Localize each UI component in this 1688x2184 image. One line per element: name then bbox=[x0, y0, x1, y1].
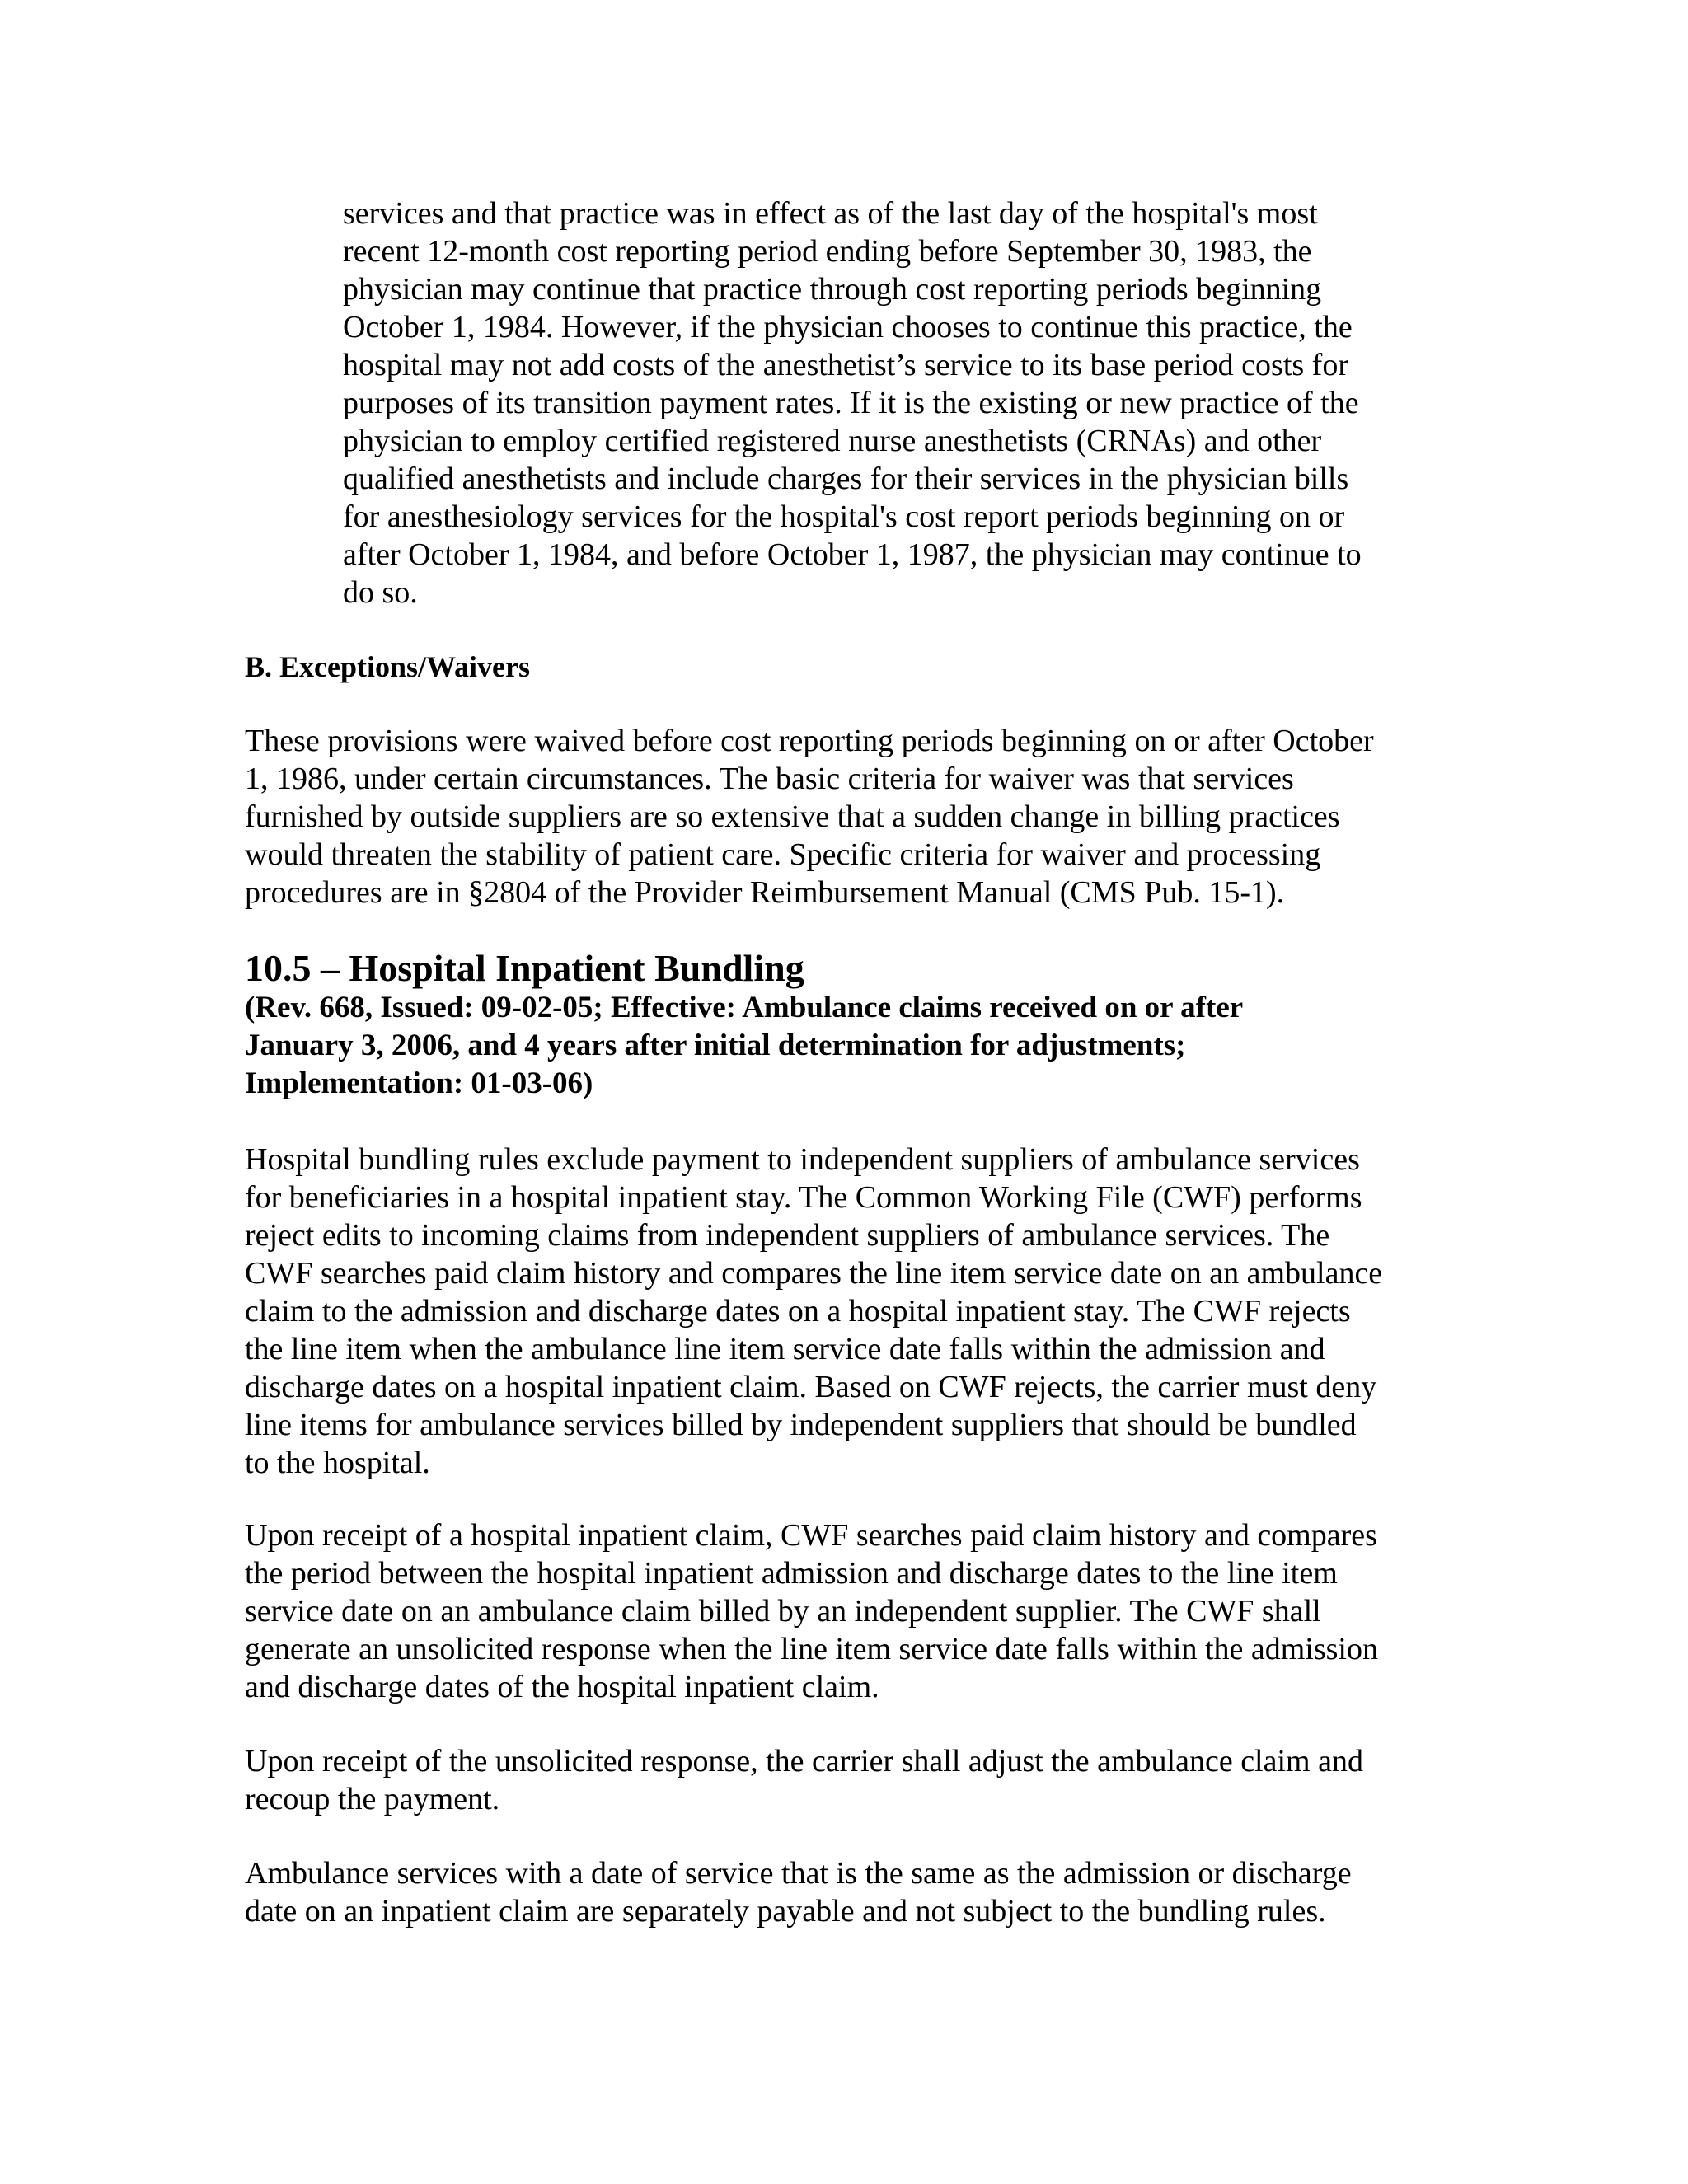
paragraph-line: the period between the hospital inpatient admission and discharge dates to the line item bbox=[245, 1556, 1338, 1591]
intro-line: recent 12-month cost reporting period ending before September 30, 1983, the bbox=[343, 234, 1312, 269]
intro-line: physician to employ certified registered nurse anesthetists (CRNAs) and other bbox=[343, 424, 1322, 458]
paragraph-line: Ambulance services with a date of service that is the same as the admission or discharge bbox=[245, 1856, 1352, 1891]
section-b-line: would threaten the stability of patient care. Specific criteria for waiver and processing bbox=[245, 837, 1321, 872]
paragraph-line: the line item when the ambulance line item service date falls within the admission and bbox=[245, 1332, 1325, 1366]
section-b-line: furnished by outside suppliers are so extensive that a sudden change in billing practices bbox=[245, 799, 1340, 834]
section-title: 10.5 – Hospital Inpatient Bundling bbox=[245, 947, 804, 989]
paragraph-line: to the hospital. bbox=[245, 1446, 430, 1480]
section-b-line: 1, 1986, under certain circumstances. The basic criteria for waiver was that services bbox=[245, 762, 1294, 796]
paragraph-line: recoup the payment. bbox=[245, 1782, 500, 1816]
intro-line: hospital may not add costs of the anesthetist’s service to its base period costs for bbox=[343, 348, 1348, 382]
paragraph-line: Upon receipt of a hospital inpatient claim, CWF searches paid claim history and compares bbox=[245, 1518, 1377, 1553]
revision-line: (Rev. 668, Issued: 09-02-05; Effective: Ambulance claims received on or after bbox=[245, 991, 1244, 1024]
intro-line: purposes of its transition payment rates. If it is the existing or new practice of the bbox=[343, 386, 1359, 420]
intro-line: services and that practice was in effect as of the last day of the hospital's most bbox=[343, 196, 1318, 231]
section-b-line: procedures are in §2804 of the Provider Reimbursement Manual (CMS Pub. 15-1). bbox=[245, 875, 1285, 910]
intro-line: qualified anesthetists and include charges for their services in the physician bills bbox=[343, 462, 1349, 496]
paragraph-line: CWF searches paid claim history and compares the line item service date on an ambulance bbox=[245, 1256, 1383, 1291]
intro-line: October 1, 1984. However, if the physician chooses to continue this practice, the bbox=[343, 310, 1353, 344]
paragraph-line: reject edits to incoming claims from independent suppliers of ambulance services. The bbox=[245, 1218, 1330, 1253]
intro-line: do so. bbox=[343, 575, 418, 610]
paragraph-line: service date on an ambulance claim billed by an independent supplier. The CWF shall bbox=[245, 1594, 1321, 1629]
revision-line: January 3, 2006, and 4 years after initial determination for adjustments; bbox=[245, 1029, 1186, 1062]
paragraph-line: and discharge dates of the hospital inpatient claim. bbox=[245, 1670, 879, 1704]
section-b-heading: B. Exceptions/Waivers bbox=[245, 650, 531, 683]
paragraph-line: line items for ambulance services billed by independent suppliers that should be bundled bbox=[245, 1408, 1357, 1442]
paragraph-line: date on an inpatient claim are separately payable and not subject to the bundling rules. bbox=[245, 1894, 1326, 1929]
paragraph-line: claim to the admission and discharge dates on a hospital inpatient stay. The CWF rejects bbox=[245, 1294, 1351, 1329]
paragraph-line: discharge dates on a hospital inpatient claim. Based on CWF rejects, the carrier must deny bbox=[245, 1370, 1377, 1404]
revision-line: Implementation: 01-03-06) bbox=[245, 1066, 593, 1100]
paragraph-line: Hospital bundling rules exclude payment to independent suppliers of ambulance services bbox=[245, 1142, 1360, 1177]
intro-line: physician may continue that practice through cost reporting periods beginning bbox=[343, 272, 1322, 307]
paragraph-line: for beneficiaries in a hospital inpatient stay. The Common Working File (CWF) performs bbox=[245, 1180, 1362, 1215]
paragraph-line: Upon receipt of the unsolicited response, the carrier shall adjust the ambulance claim and bbox=[245, 1744, 1363, 1779]
paragraph-line: generate an unsolicited response when the line item service date falls within the admission bbox=[245, 1632, 1378, 1666]
intro-line: for anesthesiology services for the hospital's cost report periods beginning on or bbox=[343, 499, 1345, 534]
intro-line: after October 1, 1984, and before October 1, 1987, the physician may continue to bbox=[343, 537, 1362, 572]
section-b-line: These provisions were waived before cost reporting periods beginning on or after October bbox=[245, 724, 1374, 758]
